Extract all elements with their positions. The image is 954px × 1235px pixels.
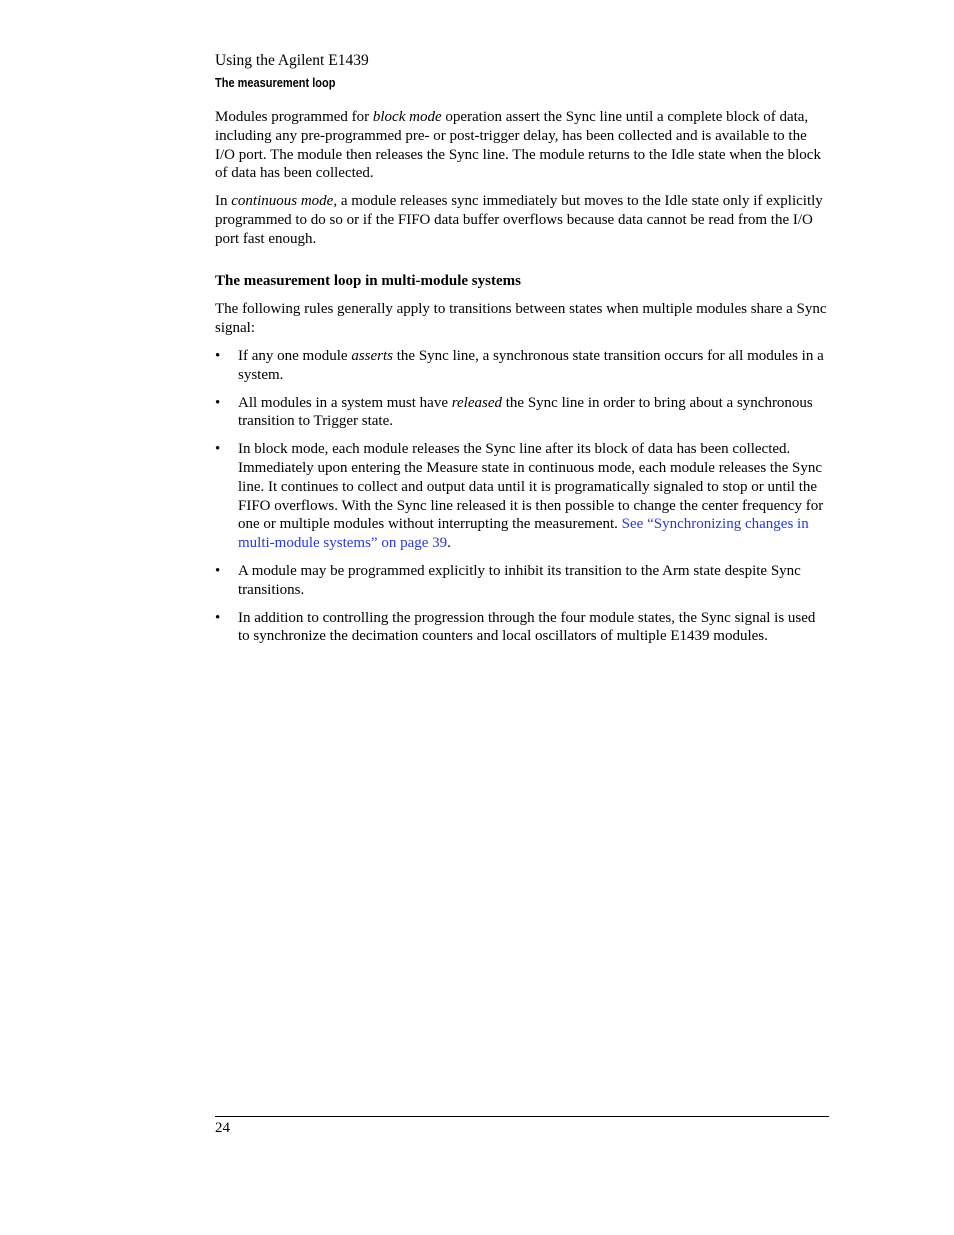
emphasis-text: released <box>451 394 502 411</box>
document-page <box>215 52 829 655</box>
section-title: The measurement loop <box>215 76 336 90</box>
emphasis-text: continuous mode, <box>231 193 338 210</box>
paragraph-continuous-mode <box>215 192 829 248</box>
paragraph-text: operation assert the Sync line until a complete block of data, including any pre-programmed pre- or post-trigger delay, has been collected and is available to the I/O port. The module then releases the Sync line. The module returns to the Idle state when the block of data has been collected. <box>215 109 821 182</box>
footer-divider <box>215 1116 829 1117</box>
list-item <box>215 347 829 385</box>
bullet-icon: • <box>215 441 221 458</box>
emphasis-text: block mode <box>372 109 442 125</box>
bullet-icon: • <box>215 394 221 411</box>
bullet-icon: • <box>215 562 221 579</box>
list-item-text: . <box>447 535 451 552</box>
running-head: Using the Agilent E1439 <box>215 52 369 69</box>
subsection-title: The measurement loop in multi-module systems <box>215 272 521 289</box>
list-item <box>215 394 829 432</box>
list-item-text: the Sync line in order to bring about a synchronous transition to Trigger state. <box>238 394 813 430</box>
cross-reference-link[interactable]: See “Synchronizing changes in multi-module systems” on page 39 <box>238 516 809 552</box>
bullet-icon: • <box>215 347 221 364</box>
list-item-text: A module may be programmed explicitly to inhibit its transition to the Arm state despite Sync transitions. <box>238 562 801 598</box>
list-item-text: If any one module <box>238 347 352 364</box>
list-item <box>215 440 829 553</box>
bullet-icon: • <box>215 609 221 626</box>
list-item <box>215 609 829 647</box>
list-item-text: the Sync line, a synchronous state transition occurs for all modules in a system. <box>238 347 824 383</box>
paragraph-text: Modules programmed for <box>215 109 373 125</box>
page-number: 24 <box>215 1120 230 1136</box>
emphasis-text: asserts <box>351 347 393 364</box>
paragraph-text: a module releases sync immediately but moves to the Idle state only if explicitly programmed to do so or if the FIFO data buffer overflows because data cannot be read from the I/O port fast enough. <box>215 193 823 247</box>
list-item-text: In addition to controlling the progression through the four module states, the Sync signal is used to synchronize the decimation counters and local oscillators of multiple E1439 modules. <box>238 609 816 645</box>
list-item-text: In block mode, each module releases the Sync line after its block of data has been collected. Immediately upon entering the Measure state in continuous mode, each module releases the Sync line. It continues to collect and output data until it is programatically signaled to stop or until the FIFO overflows. With the Sync line released it is then possible to change the center frequency for one or multiple modules without interrupting the measurement. <box>238 441 824 533</box>
paragraph-block-mode <box>215 108 829 183</box>
paragraph-text: In <box>215 193 232 210</box>
list-item <box>215 562 829 600</box>
paragraph-rules-intro: The following rules generally apply to transitions between states when multiple modules share a Sync signal: <box>215 301 827 337</box>
list-item-text: All modules in a system must have <box>238 394 452 411</box>
rules-list <box>215 347 829 646</box>
